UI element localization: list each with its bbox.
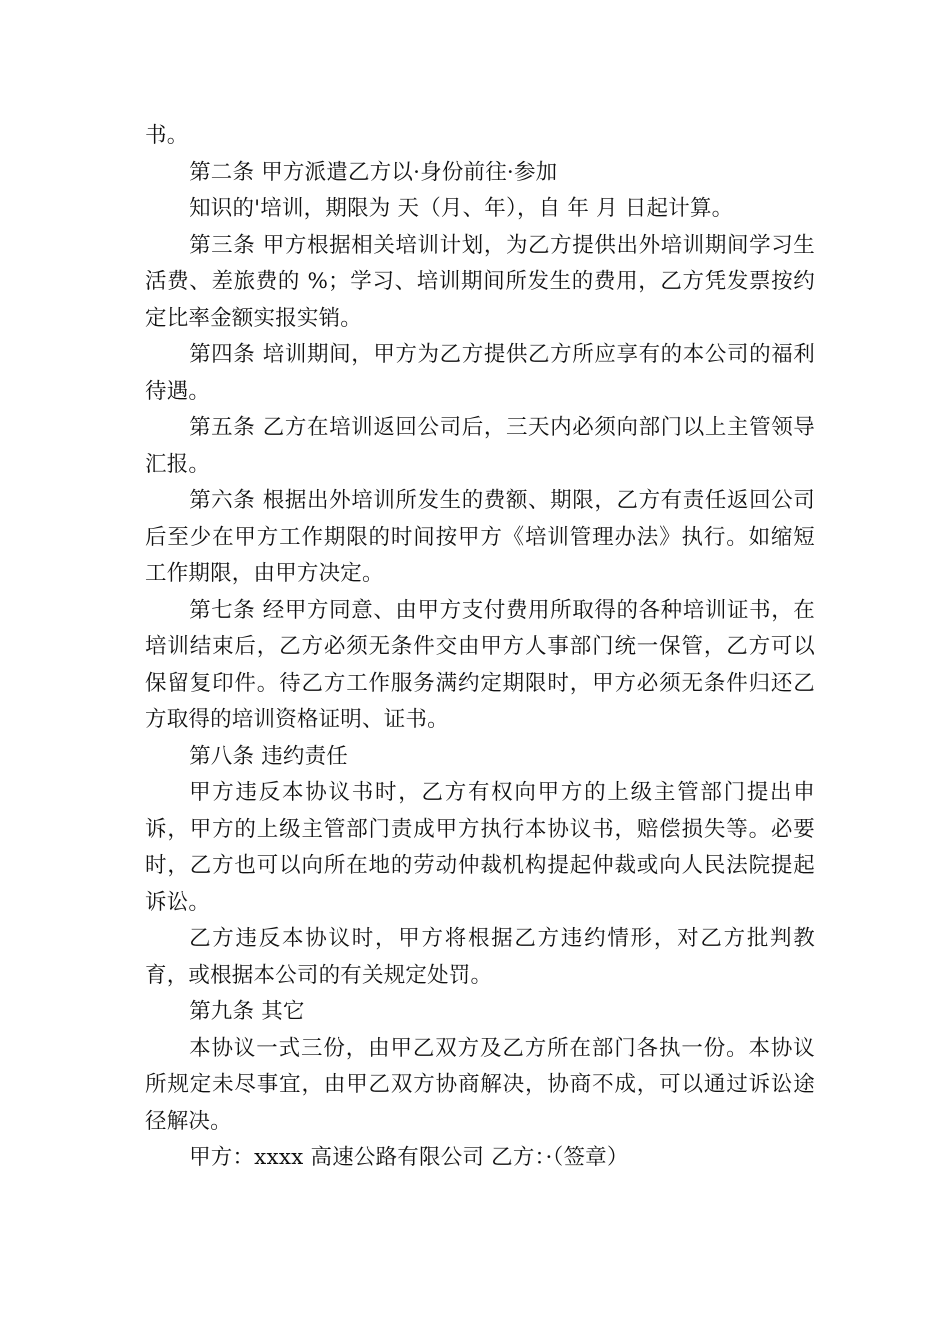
article-8-heading: 第八条 违约责任 [189, 743, 348, 769]
article-4: 第四条 培训期间，甲方为乙方提供乙方所应享有的本公司的福利待遇。 [145, 342, 815, 404]
article-6: 第六条 根据出外培训所发生的费额、期限，乙方有责任返回公司后至少在甲方工作期限的时间按甲方《培训管理办法》执行。如缩短工作期限，由甲方决定。 [145, 488, 815, 586]
paragraph-continuation: 书。 [145, 123, 189, 148]
signature-line: 甲方：xxxx 高速公路有限公司 乙方：·（签章） [189, 1145, 629, 1170]
article-8-party-b: 乙方违反本协议时，甲方将根据乙方违约情形，对乙方批判教育，或根据本公司的有关规定处罚。 [145, 926, 815, 988]
article-3: 第三条 甲方根据相关培训计划，为乙方提供出外培训期间学习生活费、差旅费的 %；学习、培训期间所发生的费用，乙方凭发票按约定比率金额实报实销。 [145, 232, 815, 331]
article-9-heading: 第九条 其它 [189, 999, 305, 1024]
document-body [145, 118, 815, 1177]
article-7: 第七条 经甲方同意、由甲方支付费用所取得的各种培训证书，在培训结束后，乙方必须无条件交由甲方人事部门统一保管，乙方可以保留复印件。待乙方工作服务满约定期限时，甲方必须无条件归还乙方取得的培训资格证明、证书。 [145, 597, 815, 732]
article-5: 第五条 乙方在培训返回公司后，三天内必须向部门以上主管领导汇报。 [145, 415, 815, 477]
article-2-heading: 第二条 甲方派遣乙方以·身份前往·参加 [189, 159, 558, 185]
article-2-body: 知识的'培训，期限为 天（月、年），自 年 月 日起计算。 [189, 196, 734, 221]
article-9-body: 本协议一式三份，由甲乙双方及乙方所在部门各执一份。本协议所规定未尽事宜，由甲乙双方协商解决，协商不成，可以通过诉讼途径解决。 [145, 1035, 815, 1134]
article-8-party-a: 甲方违反本协议书时，乙方有权向甲方的上级主管部门提出申诉，甲方的上级主管部门责成甲方执行本协议书，赔偿损失等。必要时，乙方也可以向所在地的劳动仲裁机构提起仲裁或向人民法院提起诉讼。 [145, 780, 815, 915]
